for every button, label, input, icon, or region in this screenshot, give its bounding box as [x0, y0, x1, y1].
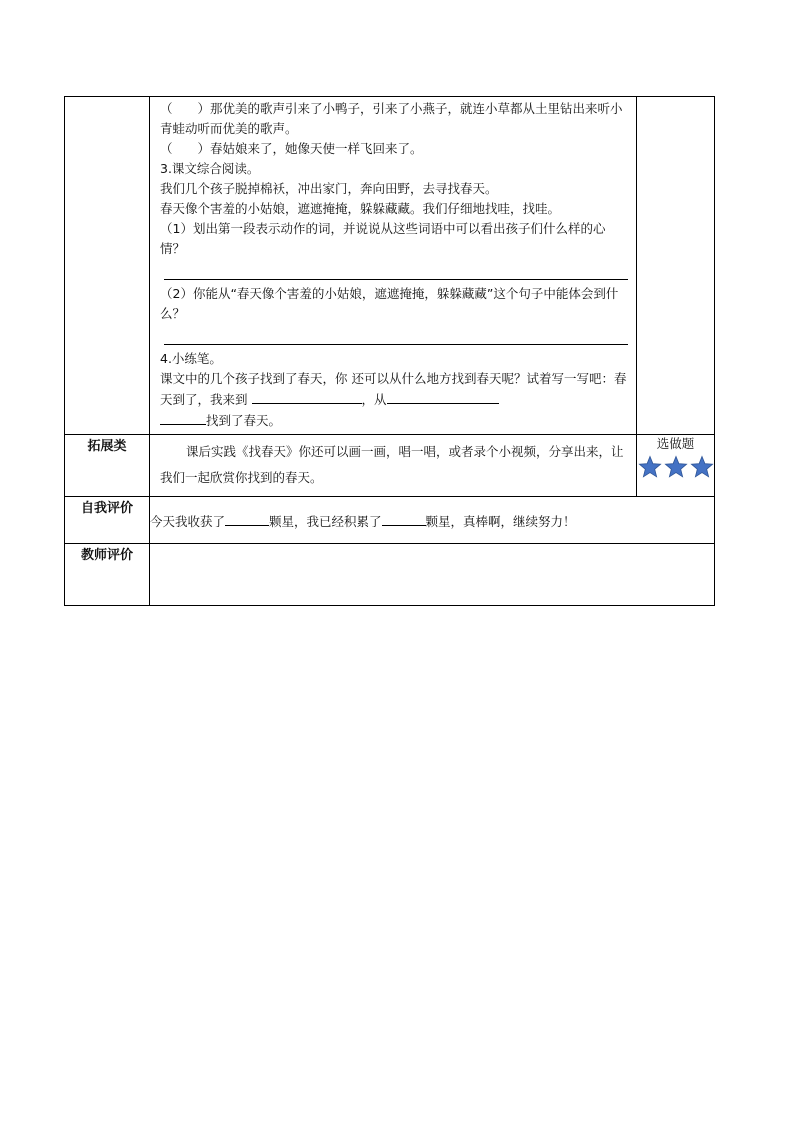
blank-stars-today[interactable]: [225, 511, 269, 526]
self-eval-part2: 颗星，我已经积累了: [269, 513, 382, 529]
exercise-content-cell: [150, 97, 637, 435]
self-eval-content: [150, 497, 715, 544]
star-rating: [637, 455, 714, 479]
exercise-side-cell: [637, 97, 715, 435]
reading-title: 3.课文综合阅读。: [160, 161, 260, 176]
reading-paragraph-2: 春天像个害羞的小姑娘，遮遮掩掩，躲躲藏藏。我们仔细地找哇，找哇。: [160, 201, 561, 216]
teacher-eval-content[interactable]: [150, 544, 715, 606]
blank-stars-total[interactable]: [382, 511, 426, 526]
teacher-eval-label: 教师评价: [65, 544, 150, 606]
blank-place-2[interactable]: [387, 389, 499, 404]
self-eval-row: [65, 497, 715, 544]
practice-text-end: 找到了春天。: [206, 413, 282, 428]
question-2: （2）你能从“春天像个害羞的小姑娘，遮遮掩掩，躲躲藏藏”这个句子中能体会到什么？: [160, 286, 619, 321]
blank-place-3[interactable]: [160, 410, 206, 425]
worksheet-table: [64, 96, 715, 606]
self-eval-label: 自我评价: [65, 497, 150, 544]
star-icon[interactable]: [690, 455, 714, 479]
extension-label: 拓展类: [65, 435, 150, 497]
answer-line-2[interactable]: [164, 326, 628, 345]
teacher-eval-row: [65, 544, 715, 606]
extension-content-cell: [150, 435, 637, 497]
extension-side-cell: [637, 435, 715, 497]
self-eval-part1: 今天我收获了: [150, 513, 226, 529]
practice-text: [160, 369, 628, 431]
practice-text-start: 课文中的几个孩子找到了春天，你 还可以从什么地方找到春天呢？试着写一写吧：春天到了，我来到: [160, 371, 627, 407]
practice-title: 4.小练笔。: [160, 351, 222, 366]
answer-line-1[interactable]: [164, 261, 628, 280]
self-eval-part3: 颗星，真棒啊，继续努力！: [425, 513, 576, 529]
practice-text-mid: ，从: [361, 392, 387, 407]
optional-label: 选做题: [656, 436, 695, 451]
star-icon[interactable]: [664, 455, 688, 479]
question-1: （1）划出第一段表示动作的词，并说说从这些词语中可以看出孩子们什么样的心情？: [160, 221, 606, 256]
blank-place-1[interactable]: [252, 389, 362, 404]
fill-sentence-1: （ ）那优美的歌声引来了小鸭子，引来了小燕子，就连小草都从土里钻出来听小青蛙动听而优美的歌声。: [160, 101, 623, 136]
fill-sentence-2: （ ）春姑娘来了，她像天使一样飞回来了。: [160, 141, 423, 156]
exercise-label-cell: [65, 97, 150, 435]
reading-paragraph-1: 我们几个孩子脱掉棉袄，冲出家门，奔向田野，去寻找春天。: [160, 181, 498, 196]
star-icon[interactable]: [638, 455, 662, 479]
extension-row: [65, 435, 715, 497]
exercise-row: [65, 97, 715, 435]
extension-text: 课后实践《找春天》你还可以画一画，唱一唱，或者录个小视频，分享出来，让我们一起欣赏你找到的春天。: [160, 444, 624, 485]
